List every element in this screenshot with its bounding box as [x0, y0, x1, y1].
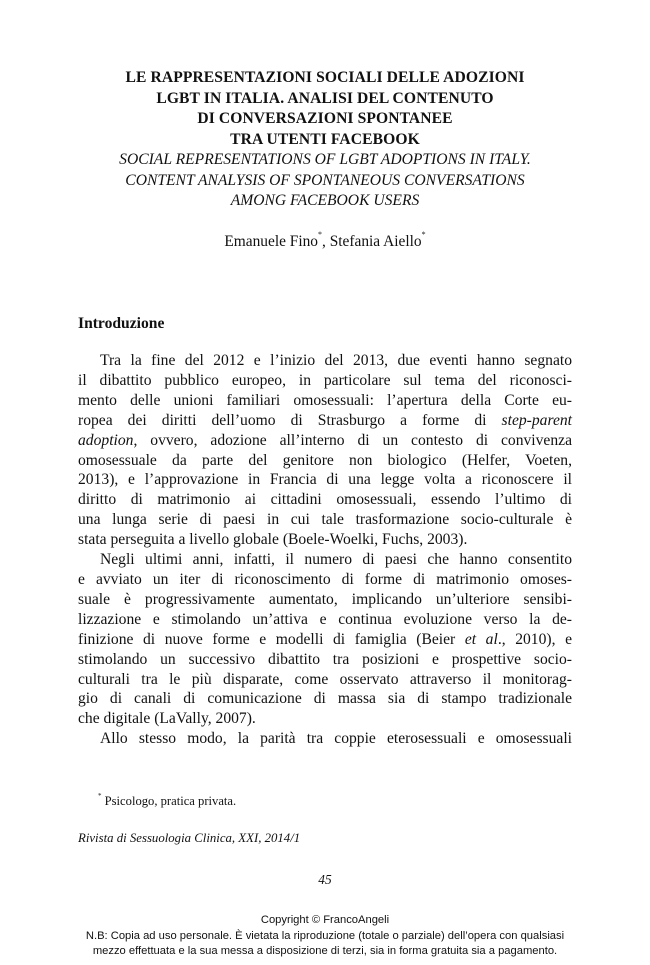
text-line: gio di canali di comunicazione di massa sia di stampo tradizionale: [78, 690, 572, 708]
english-title-line: SOCIAL REPRESENTATIONS OF LGBT ADOPTIONS IN ITALY.: [119, 151, 531, 168]
title-line: LGBT IN ITALIA. ANALISI DEL CONTENUTO: [156, 89, 494, 107]
title-line: LE RAPPRESENTAZIONI SOCIALI DELLE ADOZIONI: [125, 69, 525, 86]
text-line: Allo stesso modo, la parità tra coppie eterosessuali e omosessuali: [100, 730, 572, 748]
text-line: suale è progressivamente aumentato, implicando un’ulteriore sensibi-: [78, 590, 572, 608]
text-line: mento delle unioni familiari omosessuali: l’apertura della Corte eu-: [78, 391, 572, 409]
article-title: [60, 68, 590, 212]
journal-citation: Rivista di Sessuologia Clinica, XXI, 2014/1: [78, 831, 301, 845]
footnote-marker: *: [98, 792, 102, 800]
footnote: [98, 793, 236, 809]
text-line: Negli ultimi anni, infatti, il numero di paesi che hanno consentito: [100, 551, 572, 569]
emphasis-text: step-parent: [501, 411, 572, 429]
copyright-line: N.B: Copia ad uso personale. È vietata la riproduzione (totale o parziale) dell’opera con qualsiasi: [85, 929, 565, 942]
footnote-marker: *: [421, 230, 426, 239]
paragraph: [78, 729, 572, 749]
section-heading: Introduzione: [78, 315, 165, 332]
text-line: stimolando un successivo dibattito tra posizioni e prospettive socio-: [78, 650, 572, 668]
title-line: TRA UTENTI FACEBOOK: [230, 130, 420, 148]
title-line: DI CONVERSAZIONI SPONTANEE: [197, 110, 453, 127]
paragraph: [78, 351, 572, 550]
footnote-marker: *: [318, 230, 322, 239]
text-line: [78, 431, 572, 451]
text-line: [78, 630, 572, 650]
page-number: 45: [318, 872, 332, 887]
emphasis-text: adoption: [78, 431, 134, 449]
text-line: Tra la fine del 2012 e l’inizio del 2013, due eventi hanno segnato: [100, 352, 572, 369]
copyright-line: mezzo effettuata e la sua messa a disposizione di terzi, sia in forma gratuita sia a pagamento.: [92, 945, 558, 958]
footnote-text: Psicologo, pratica privata.: [104, 794, 237, 808]
text-line: il dibattito pubblico europeo, in particolare sul tema del riconosci-: [78, 371, 572, 389]
english-title-line: CONTENT ANALYSIS OF SPONTANEOUS CONVERSATIONS: [125, 171, 525, 189]
text-line: 2013), e l’approvazione in Francia di una legge volta a riconoscere il: [78, 471, 572, 489]
author-list: [60, 232, 590, 252]
text-line: [78, 411, 572, 431]
text-run: finizione di nuove forme e modelli di famiglia (Beier: [78, 630, 465, 648]
text-line: che digitale (LaVally, 2007).: [78, 710, 256, 728]
english-title-line: AMONG FACEBOOK USERS: [230, 192, 420, 209]
paragraph: [78, 550, 572, 729]
text-line: omosessuale da parte del genitore non biologico (Helfer, Voeten,: [78, 451, 572, 469]
text-line: una lunga serie di paesi in cui tale trasformazione socio-culturale è: [78, 511, 572, 529]
text-run: ropea dei diritti dell’uomo di Strasburgo a forme di: [78, 411, 502, 429]
emphasis-text: et al: [464, 630, 498, 648]
copyright-line: Copyright © FrancoAngeli: [260, 914, 390, 926]
author-name: Stefania Aiello: [329, 233, 422, 250]
copyright-notice: [0, 913, 650, 960]
author-separator: ,: [322, 233, 330, 250]
text-line: stata perseguita a livello globale (Boele-Woelki, Fuchs, 2003).: [78, 531, 468, 549]
text-run: ., 2010), e: [497, 630, 572, 648]
text-line: e avviato un iter di riconoscimento di forme di matrimonio omoses-: [78, 570, 572, 588]
text-run: , ovvero, adozione all’interno di un contesto di convivenza: [133, 431, 572, 449]
text-line: diritto di matrimonio ai cittadini omosessuali, essendo l’ultimo di: [78, 491, 572, 509]
text-line: lizzazione e stimolando un’attiva e continua evoluzione verso la de-: [78, 610, 572, 628]
author-name: Emanuele Fino: [224, 233, 318, 250]
article-body: [78, 351, 572, 749]
text-line: culturali tra le più disparate, come osservato attraverso il monitorag-: [78, 670, 572, 688]
